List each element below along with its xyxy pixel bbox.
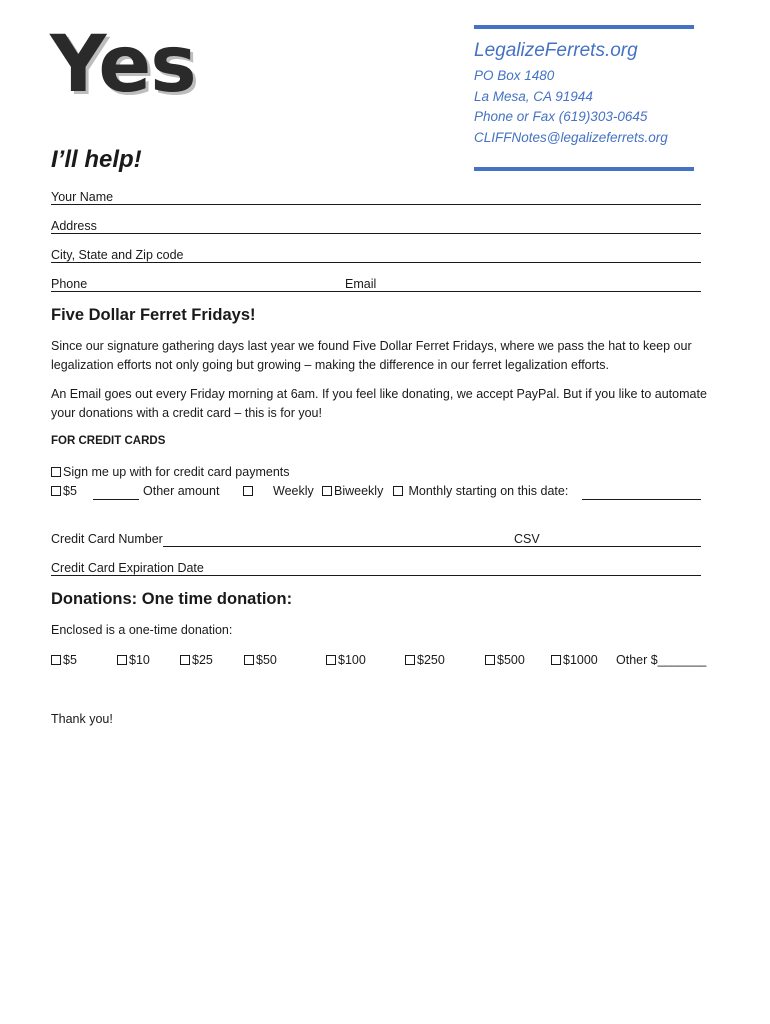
expiration-label: Credit Card Expiration Date	[51, 561, 204, 575]
org-phone: Phone or Fax (619)303-0645	[474, 109, 648, 124]
org-email: CLIFFNotes@legalizeferrets.org	[474, 130, 668, 145]
donation-amount: $50	[256, 653, 277, 667]
card-number-field[interactable]	[51, 529, 701, 547]
weekly-option[interactable]	[243, 484, 255, 498]
five-dollar-option[interactable]	[51, 484, 77, 498]
donation-option-100[interactable]	[326, 653, 366, 667]
credit-cards-heading: FOR CREDIT CARDS	[51, 435, 166, 447]
donation-checkbox[interactable]	[117, 655, 127, 665]
donation-amount: $500	[497, 653, 525, 667]
donation-option-50[interactable]	[244, 653, 277, 667]
donation-amount: $10	[129, 653, 150, 667]
ferret-fridays-paragraph-1: Since our signature gathering days last year we found Five Dollar Ferret Fridays, where we pass the hat to keep our legalization efforts not only going but growing – making the difference in our ferret legalization efforts.	[51, 339, 692, 372]
donation-option-10[interactable]	[117, 653, 150, 667]
donation-amount: $25	[192, 653, 213, 667]
donation-option-250[interactable]	[405, 653, 445, 667]
donation-option-1000[interactable]	[551, 653, 598, 667]
email-label: Email	[345, 277, 377, 291]
ill-help-heading: I’ll help!	[51, 146, 142, 173]
biweekly-label: Biweekly	[334, 484, 384, 498]
donation-checkbox[interactable]	[326, 655, 336, 665]
expiration-field[interactable]	[51, 558, 701, 576]
org-city: La Mesa, CA 91944	[474, 89, 593, 104]
yes-heading: Yes	[50, 20, 196, 110]
name-label: Your Name	[51, 190, 114, 204]
enclosed-label: Enclosed is a one-time donation:	[51, 623, 233, 637]
signup-label: Sign me up with for credit card payments	[63, 465, 290, 479]
name-field[interactable]	[51, 187, 701, 205]
monthly-label: Monthly starting on this date:	[408, 484, 569, 498]
signup-checkbox[interactable]	[51, 467, 61, 477]
signup-option[interactable]	[51, 465, 290, 479]
donation-option-500[interactable]	[485, 653, 525, 667]
other-amount-blank[interactable]	[93, 485, 139, 503]
donation-checkbox[interactable]	[244, 655, 254, 665]
monthly-checkbox[interactable]	[393, 486, 403, 496]
thank-you-text: Thank you!	[51, 712, 113, 726]
donation-checkbox[interactable]	[405, 655, 415, 665]
other-amount-label: Other amount	[143, 484, 220, 498]
donation-checkbox[interactable]	[180, 655, 190, 665]
donations-heading: Donations: One time donation:	[51, 590, 293, 608]
five-dollar-label: $5	[63, 484, 77, 498]
donation-amount: $250	[417, 653, 445, 667]
phone-email-field[interactable]	[51, 274, 701, 292]
biweekly-option[interactable]	[322, 484, 383, 498]
donation-amount: $100	[338, 653, 366, 667]
phone-label: Phone	[51, 277, 88, 291]
card-number-label: Credit Card Number	[51, 532, 163, 546]
ferret-fridays-heading: Five Dollar Ferret Fridays!	[51, 306, 256, 324]
donation-checkbox[interactable]	[51, 655, 61, 665]
start-date-blank[interactable]	[582, 485, 701, 503]
weekly-label: Weekly	[273, 484, 314, 498]
donation-option-25[interactable]	[180, 653, 213, 667]
donation-checkbox[interactable]	[551, 655, 561, 665]
biweekly-checkbox[interactable]	[322, 486, 332, 496]
donation-amount: $5	[63, 653, 77, 667]
monthly-option[interactable]	[393, 484, 568, 498]
address-label: Address	[51, 219, 97, 233]
csv-label: CSV	[514, 532, 540, 546]
weekly-checkbox[interactable]	[243, 486, 253, 496]
city-state-zip-field[interactable]	[51, 245, 701, 263]
donation-option-5[interactable]	[51, 653, 77, 667]
five-dollar-checkbox[interactable]	[51, 486, 61, 496]
org-po-box: PO Box 1480	[474, 68, 555, 83]
donation-other-amount[interactable]: Other $_______	[616, 653, 707, 667]
city-state-zip-label: City, State and Zip code	[51, 248, 184, 262]
address-field[interactable]	[51, 216, 701, 234]
donation-checkbox[interactable]	[485, 655, 495, 665]
ferret-fridays-paragraph-2: An Email goes out every Friday morning at 6am. If you feel like donating, we accept PayPal. But if you like to automate your donations with a credit card – this is for you!	[51, 387, 707, 420]
org-title: LegalizeFerrets.org	[474, 40, 638, 61]
donation-amount: $1000	[563, 653, 598, 667]
